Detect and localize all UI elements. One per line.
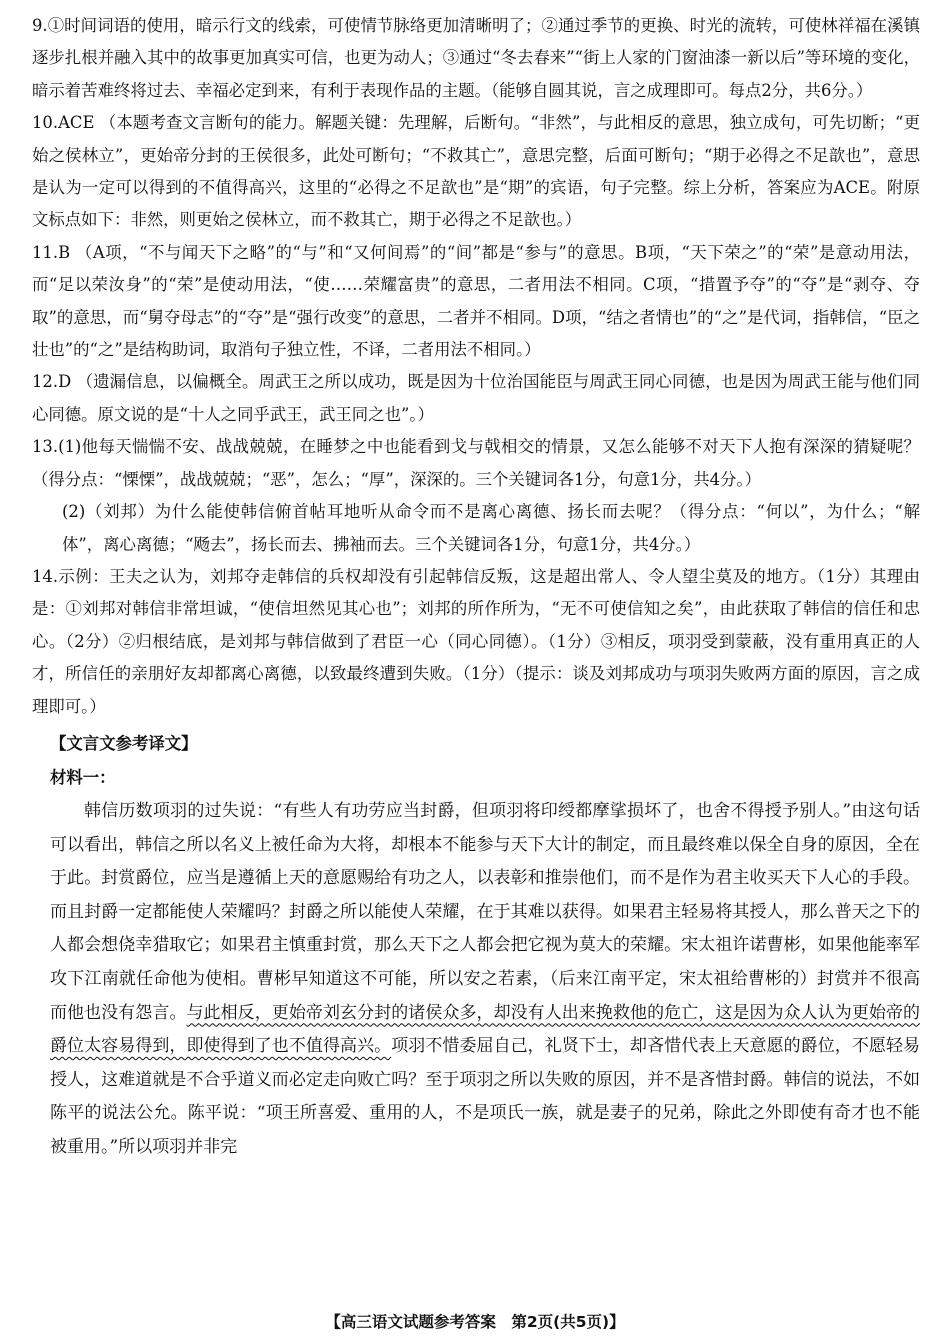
answer-13-part2: (2)（刘邦）为什么能使韩信俯首帖耳地听从命令而不是离心离德、扬长而去呢？（得分点：“何以”，为什么；“解体”，离心离德；“飏去”，扬长而去、拂袖而去。三个关键词各1分，句意1分，共4分。） <box>62 502 920 554</box>
answer-13-part1: 13.(1)他每天惴惴不安、战战兢兢，在睡梦之中也能看到戈与戟相交的情景，又怎么能够不对天下人抱有深深的猜疑呢？（得分点：“慄慄”，战战兢兢；“恶”，怎么；“厚”，深深的。三个关键词各1分，句意1分，共4分。） <box>32 437 920 489</box>
page-footer: 【高三语文试题参考答案 第2页(共5页)】 <box>325 1313 625 1331</box>
translation-text-after: 项羽不惜委屈自己，礼贤下士，却吝惜代表上天意愿的爵位，不愿轻易授人，这难道就是不合乎道义而必定走向败亡吗？至于项羽之所以失败的原因，并不是吝惜封爵。韩信的说法，不如陈平的说法公允。陈平说：“项王所喜爱、重用的人，不是项氏一族，就是妻子的兄弟，除此之外即使有奇才也不能被重用。”所以项羽并非完 <box>50 1036 921 1157</box>
answer-12: 12.D （遗漏信息，以偏概全。周武王之所以成功，既是因为十位治国能臣与周武王同心同德，也是因为周武王能与他们同心同德。原文说的是“十人之同乎武王，武王同之也”。） <box>32 372 920 424</box>
section-title: 【文言文参考译文】 <box>50 733 198 753</box>
translation-paragraph <box>50 795 920 1165</box>
translation-text-before: 韩信历数项羽的过失说：“有些人有功劳应当封爵，但项羽将印绶都摩挲损坏了，也舍不得授予别人。”由这句话可以看出，韩信之所以名义上被任命为大将，却根本不能参与天下大计的制定，而且最终难以保全自身的原因，全在于此。封赏爵位，应当是遵循上天的意愿赐给有功之人，以表彰和推崇他们，而不是作为君主收买天下人心的手段。而且封爵一定都能使人荣耀吗？封爵之所以能使人荣耀，在于其难以获得。如果君主轻易将其授人，那么普天之下的人都会想侥幸猎取它；如果君主慎重封赏，那么天下之人都会把它视为莫大的荣耀。宋太祖许诺曹彬，如果他能率军攻下江南就任命他为使相。曹彬早知道这不可能，所以安之若素，（后来江南平定，宋太祖给曹彬的）封赏并不很高而他也没有怨言。 <box>50 800 920 1023</box>
answer-9: 9.①时间词语的使用，暗示行文的线索，可使情节脉络更加清晰明了；②通过季节的更换、时光的流转，可使林祥福在溪镇逐步扎根并融入其中的故事更加真实可信，也更为动人；③通过“冬去春来”“街上人家的门窗油漆一新以后”等环境的变化，暗示着苦难终将过去、幸福必定到来，有利于表现作品的主题。（能够自圆其说，言之成理即可。每点2分，共6分。） <box>32 16 920 100</box>
material-label: 材料一： <box>50 767 116 787</box>
answer-11: 11.B （A项，“不与闻天下之略”的“与”和“又何间焉”的“间”都是“参与”的意思。B项，“天下荣之”的“荣”是意动用法，而“足以荣汝身”的“荣”是使动用法，“使……荣耀富贵”的意思，二者用法不相同。C项，“措置予夺”的“夺”是“剥夺、夺取”的意思，而“舅夺母志”的“夺”是“强行改变”的意思，二者并不相同。D项，“结之者情也”的“之”是代词，指韩信，“臣之壮也”的“之”是结构助词，取消句子独立性，不译，二者用法不相同。） <box>32 242 920 360</box>
answer-10: 10.ACE （本题考查文言断句的能力。解题关键：先理解，后断句。“非然”，与此相反的意思，独立成句，可先切断；“更始之侯林立”，更始帝分封的王侯很多，此处可断句；“不救其亡”，意思完整，后面可断句；“期于必得之不足歆也”，意思是认为一定可以得到的不值得高兴，这里的“必得之不足歆也”是“期”的宾语，句子完整。综上分析，答案应为ACE。附原文标点如下：非然，则更始之侯林立，而不救其亡，期于必得之不足歆也。） <box>32 113 920 230</box>
translation-underlined-text: 与此相反，更始帝刘玄分封的诸侯众多，却没有人出来挽救他的危亡，这是因为众人认为更始帝的爵位太容易得到，即使得到了也不值得高兴。 <box>50 1002 921 1057</box>
answers-section <box>32 10 920 723</box>
answer-14: 14.示例：王夫之认为，刘邦夺走韩信的兵权却没有引起韩信反叛，这是超出常人、令人望尘莫及的地方。（1分）其理由是：①刘邦对韩信非常坦诚，“使信坦然见其心也”；刘邦的所作所为，“无不可使信知之矣”，由此获取了韩信的信任和忠心。（2分）②归根结底，是刘邦与韩信做到了君臣一心（同心同德）。（1分）③相反，项羽受到蒙蔽，没有重用真正的人才，所信任的亲朋好友却都离心离德，以致最终遭到失败。（1分）（提示：谈及刘邦成功与项羽失败两方面的原因，言之成理即可。） <box>32 566 920 716</box>
